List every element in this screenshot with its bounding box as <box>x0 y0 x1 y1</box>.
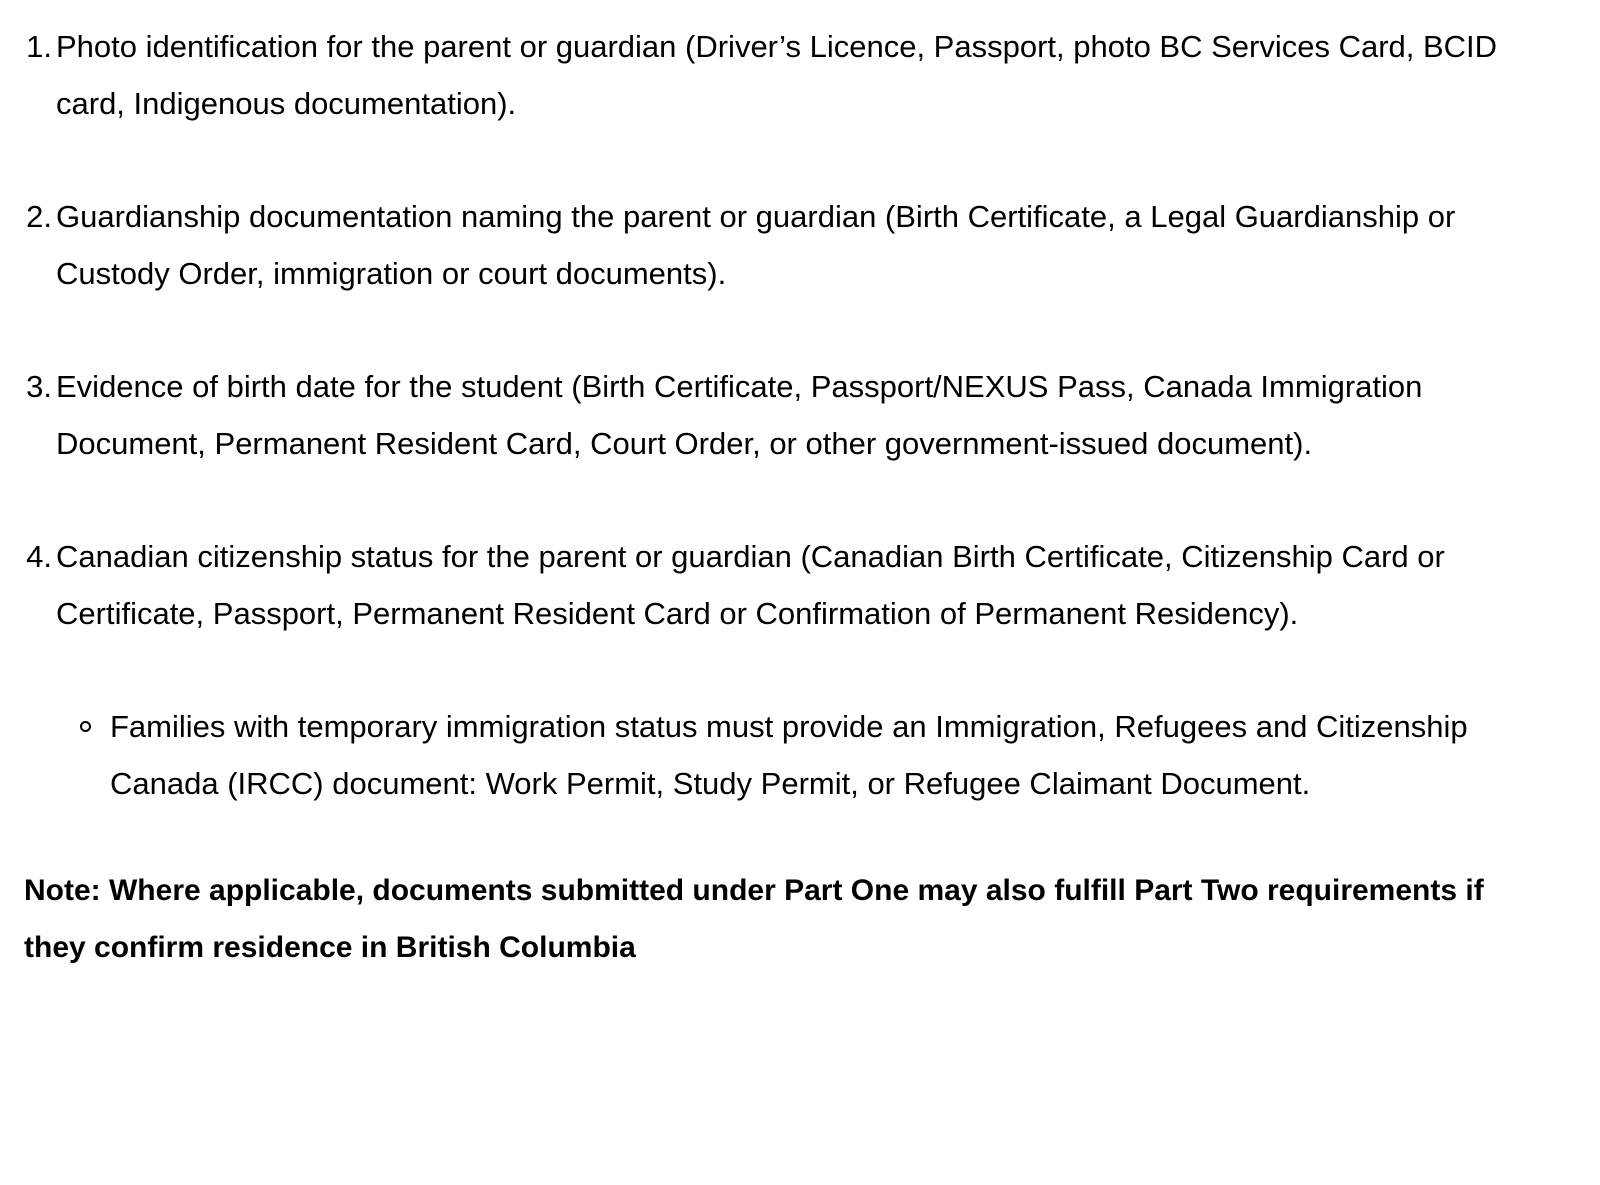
list-item-text: Guardianship documentation naming the parent or guardian (Birth Certificate, a Legal Guardianship or Custody Order, immigration or court documents). <box>56 199 1456 291</box>
bullet-circle-icon <box>80 698 110 755</box>
list-item <box>12 188 1540 302</box>
note-text: Note: Where applicable, documents submitted under Part One may also fulfill Part Two requirements if they confirm residence in British Columbia <box>24 874 1484 964</box>
list-item-text: Photo identification for the parent or guardian (Driver’s Licence, Passport, photo BC Services Card, BCID card, Indigenous documentation). <box>56 29 1498 121</box>
list-item <box>12 18 1540 132</box>
requirements-list <box>12 18 1540 642</box>
list-item-marker: 3. <box>26 369 52 404</box>
list-item <box>12 528 1540 642</box>
list-item-marker: 1. <box>26 29 52 64</box>
sub-list-item <box>12 698 1540 812</box>
list-item <box>12 358 1540 472</box>
list-item-marker: 4. <box>26 539 52 574</box>
sub-list-item-text: Families with temporary immigration status must provide an Immigration, Refugees and Citizenship Canada (IRCC) document: Work Permit, Study Permit, or Refugee Claimant Document. <box>110 709 1468 801</box>
list-item-text: Evidence of birth date for the student (Birth Certificate, Passport/NEXUS Pass, Canada Immigration Document, Permanent Resident Card, Court Order, or other government-issued document). <box>56 369 1423 461</box>
list-item-text: Canadian citizenship status for the parent or guardian (Canadian Birth Certificate, Citizenship Card or Certificate, Passport, Permanent Resident Card or Confirmation of Permanent Residency). <box>56 539 1445 631</box>
list-item-marker: 2. <box>26 199 52 234</box>
sub-requirements-list <box>12 698 1540 812</box>
